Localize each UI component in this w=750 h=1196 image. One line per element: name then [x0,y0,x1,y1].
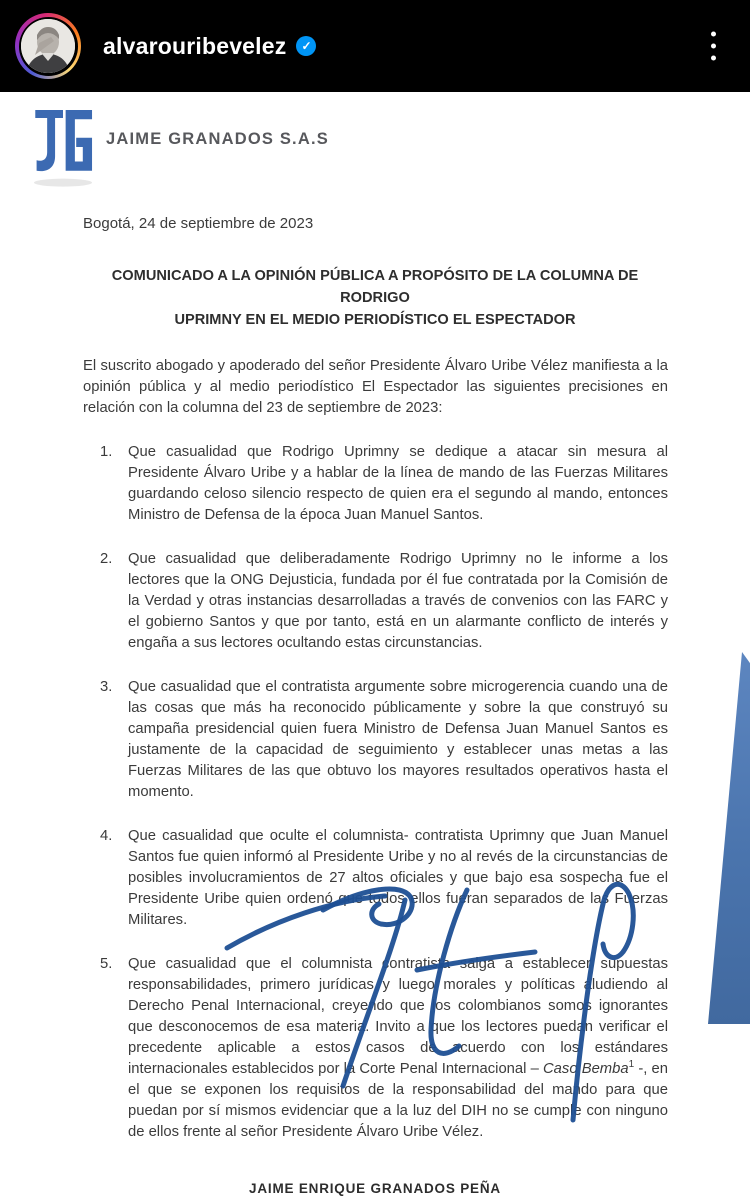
document-title-line2: UPRIMNY EN EL MEDIO PERIODÍSTICO EL ESPECTADOR [174,311,576,328]
item-number: 5. [100,955,113,972]
more-options-icon[interactable] [707,28,720,65]
item-number: 1. [100,443,113,460]
item-text [128,954,668,1143]
document-title [75,266,675,332]
list-item [100,442,668,526]
list-item [100,954,668,1143]
letterhead [0,92,750,195]
list-item [100,549,668,654]
item-text-post: -, en el que se exponen los requisitos de la responsabilidad del mando para que puedan por sí mismos evidenciar que a la luz del DIH no se cumple con ninguno de ellos frente al señor Presidente Álvaro Uribe Vélez. [128,1060,668,1140]
intro-paragraph: El suscrito abogado y apoderado del señor Presidente Álvaro Uribe Vélez manifiesta a la opinión pública y al medio periodístico El Espectador las siguientes precisiones en relación con la columna del 23 de septiembre de 2023: [83,357,668,416]
document-page [0,92,750,1196]
item-text: Que casualidad que oculte el columnista- contratista Uprimny que Juan Manuel Santos fue quien informó al Presidente Uribe y no al revés de la circunstancias de posibles involucramientos de 27 altos oficiales y que bajo esa sospecha fue el Presidente Uribe quien ordenó que todos ellos fueran separados de las Fuerzas Militares. [128,827,668,928]
username[interactable]: alvarouribevelez [103,32,287,59]
story-ring[interactable] [15,13,81,79]
jg-logo-icon [30,104,96,195]
avatar[interactable] [21,19,75,73]
post-header [0,0,750,92]
item-number: 4. [100,827,113,844]
list-item [100,826,668,931]
item-text-pre: Que casualidad que el columnista contratista salga a establecer supuestas responsabilidades, primero jurídicas y luego morales y políticas aludiendo al Derecho Penal Internacional, creyendo que los colombianos somos ignorantes que desconocemos de esa materia. Invito a que los lectores puedan verificar el precedente aplicable a estos casos de acuerdo con los estándares internacionales establecidos por la Corte Penal Internacional – [128,955,668,1077]
footnote-marker: 1 [628,1058,635,1070]
item-text: Que casualidad que el contratista argumente sobre microgerencia cuando una de las cosas que más ha reconocido públicamente y sobre la que construyó su campaña presidencial quien fuera Ministro de Defensa Juan Manuel Santos es justamente de la capacidad de seguimiento y establecer unas metas a las Fuerzas Militares de las que obtuvo los mayores resultados operativos hasta el momento. [128,678,668,800]
list-item [100,677,668,803]
item-number: 3. [100,678,113,695]
numbered-list [100,442,668,1143]
signatory-name: JAIME ENRIQUE GRANADOS PEÑA [249,1180,501,1196]
date-line: Bogotá, 24 de septiembre de 2023 [83,215,314,232]
item-text: Que casualidad que deliberadamente Rodrigo Uprimny no le informe a los lectores que la ONG Dejusticia, fundada por él fue contratada por la Comisión de la Verdad y otras instancias desarrolladas a través de convenios con las FARC y el gobierno Santos y que por tanto, está en un alarmante conflicto de interés y engaña a sus lectores ocultando estas circunstancias. [128,550,668,651]
case-reference: Caso Bemba [543,1060,629,1077]
item-number: 2. [100,550,113,567]
item-text: Que casualidad que Rodrigo Uprimny se dedique a atacar sin mesura al Presidente Álvaro Uribe y a hablar de la línea de mando de las Fuerzas Militares guardando celoso silencio respecto de quien era el segundo al mando, entonces Ministro de Defensa de la época Juan Manuel Santos. [128,443,668,523]
blue-wedge-graphic [700,652,750,1024]
document-title-line1: COMUNICADO A LA OPINIÓN PÚBLICA A PROPÓSITO DE LA COLUMNA DE RODRIGO [111,268,639,306]
verified-badge-icon: ✓ [296,36,316,56]
profile-photo-graphic [21,19,75,73]
firm-name: JAIME GRANADOS S.A.S [106,130,329,148]
